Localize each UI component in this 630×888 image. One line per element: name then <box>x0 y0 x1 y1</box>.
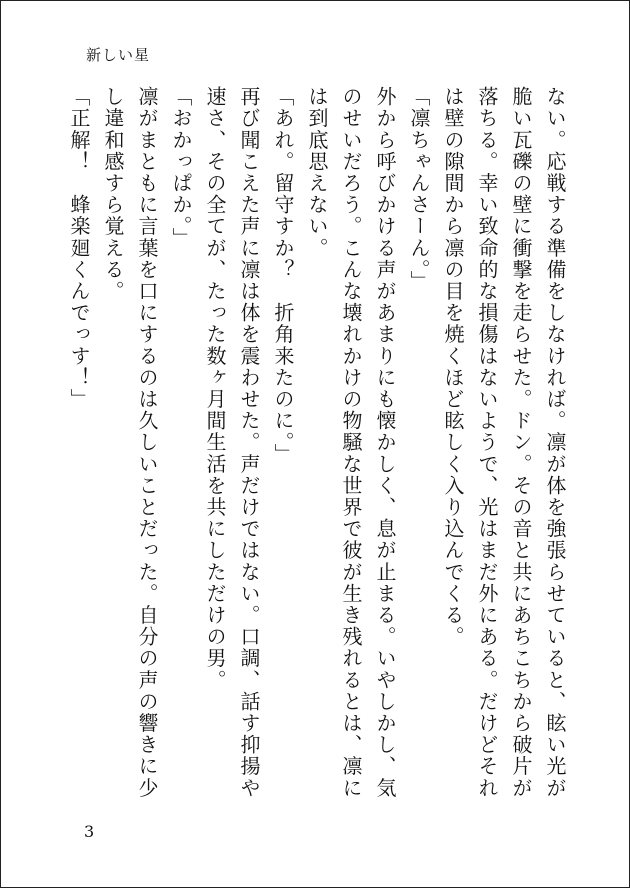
vertical-text-body <box>62 86 572 806</box>
paragraph: ない。応戦する準備をしなければ。凛が体を強張らせていると、眩い光が脆い瓦礫の壁に衝撃を走らせた。ドン。その音と共にあちこちから破片が落ちる。幸い致命的な損傷はないようで、光はまだ外にある。だけどそれは壁の隙間から凛の目を焼くほど眩しく入り込んでくる。 <box>441 86 567 799</box>
paragraph: 「凛ちゃんさーん。」 <box>407 86 431 292</box>
paragraph: 「おかっぱか。」 <box>169 86 193 249</box>
paragraph: 再び聞こえた声に凛は体を震わせた。声だけではない。口調、話す抑揚や速さ、その全てが、たった数ヶ月間生活を共にしただけの男。 <box>203 86 261 799</box>
running-header: 新しい星 <box>86 46 151 64</box>
page-number: 3 <box>84 822 95 841</box>
paragraph: 外から呼びかける声があまりにも懐かしく、息が止まる。いやしかし、気のせいだろう。こんな壊れかけの物騒な世界で彼が生き残れるとは、凛には到底思えない。 <box>305 86 397 799</box>
paragraph: 「正解！ 蜂楽廻くんでっす！」 <box>67 86 91 410</box>
paragraph: 「あれ。留守すか？ 折角来たのに。」 <box>271 86 295 465</box>
paragraph: 凛がまともに言葉を口にするのは久しいことだった。自分の声の響きに少し違和感すら覚える。 <box>101 86 159 799</box>
